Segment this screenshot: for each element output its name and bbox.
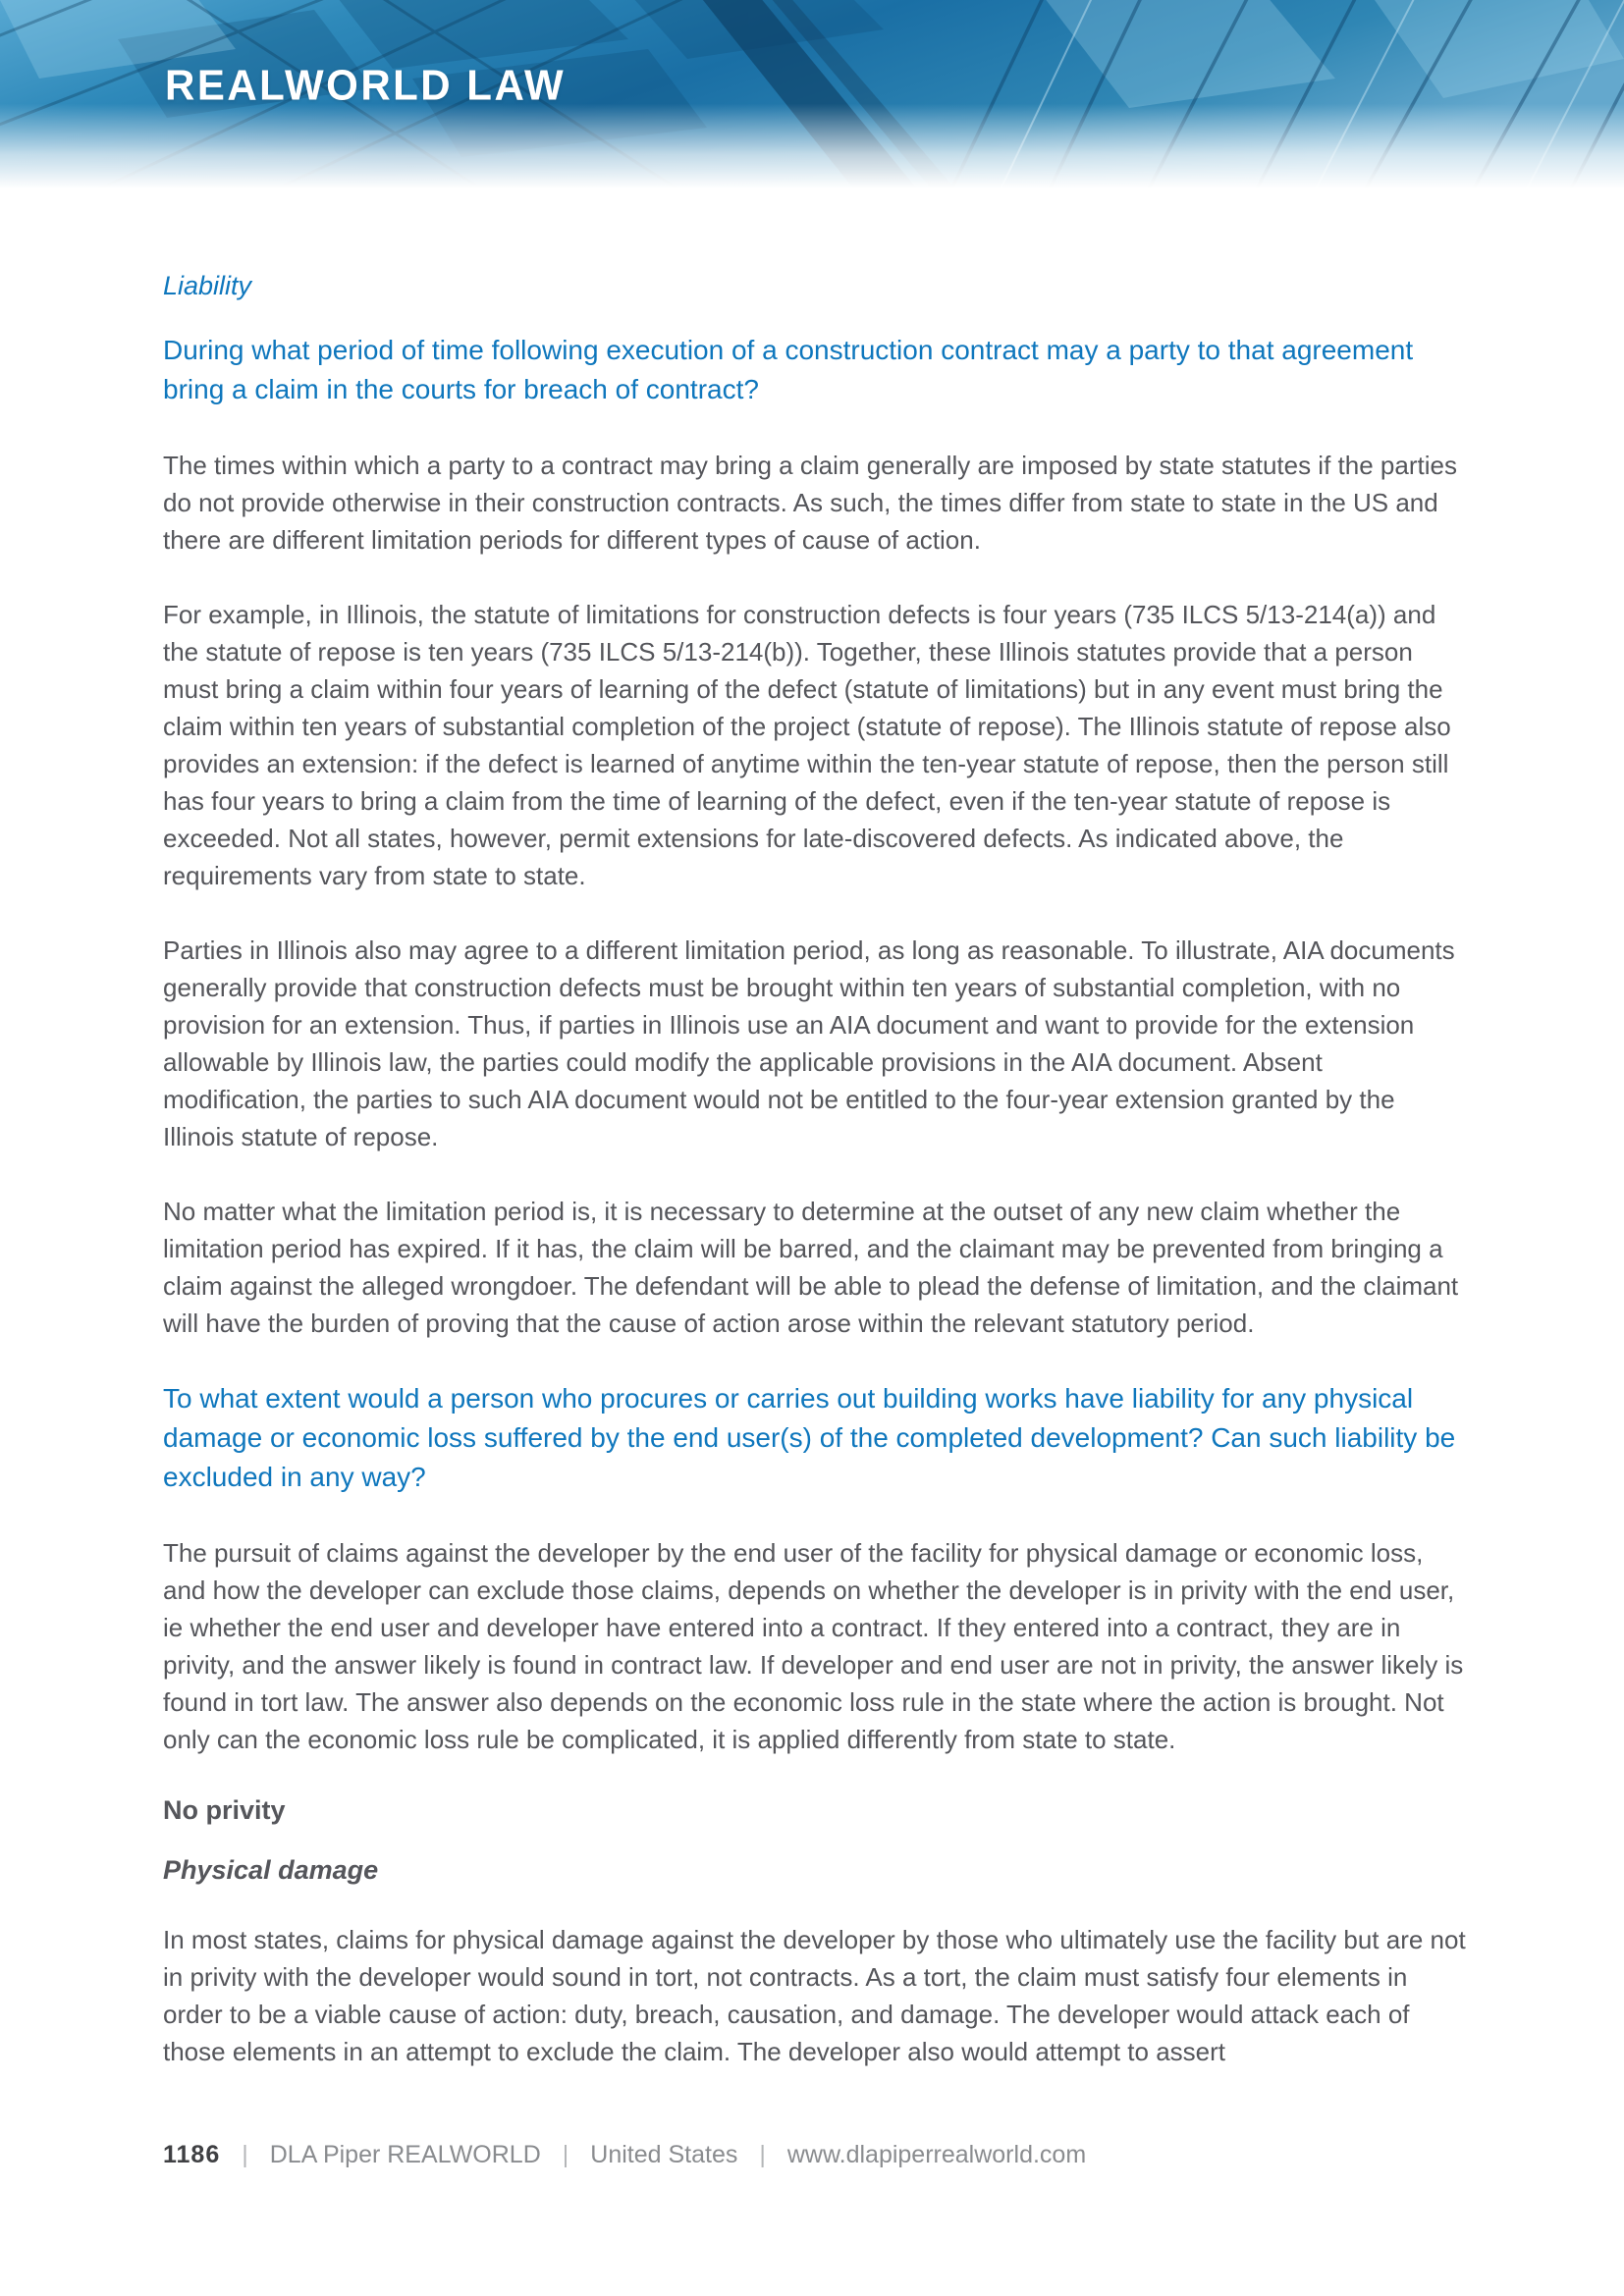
footer-url: www.dlapiperrealworld.com <box>786 2141 1087 2168</box>
subheading-physical-damage: Physical damage <box>163 1855 379 1885</box>
paragraph-3: Parties in Illinois also may agree to a different limitation period, as long as reasonable. To illustrate, AIA documents generally provide that construction defects must be brought within ten years of substantial completion, with no provision for an extension. Thus, if parties in Illinois use an AIA document and want to provide for the extension allowable by Illinois law, the parties could modify the applicable provisions in the AIA document. Absent modification, the parties to such AIA document would not be entitled to the four-year extension granted by the Illinois statute of repose. <box>163 935 1455 1151</box>
page-footer <box>163 2141 1624 2169</box>
brand-title: REALWORLD LAW <box>165 61 567 109</box>
footer-separator: | <box>562 2141 569 2168</box>
paragraph-5: The pursuit of claims against the developer by the end user of the facility for physical damage or economic loss, and how the developer can exclude those claims, depends on whether the developer is in privity with the end user, ie whether the end user and developer have entered into a contract. If they entered into a contract, they are in privity, and the answer likely is found in contract law. If developer and end user are not in privity, the answer likely is found in tort law. The answer also depends on the economic loss rule in the state where the action is brought. Not only can the economic loss rule be complicated, it is applied differently from state to state. <box>163 1538 1464 1754</box>
section-label-liability: Liability <box>163 271 252 300</box>
question-heading-1: During what period of time following execution of a construction contract may a party to that agreement bring a claim in the courts for breach of contract? <box>163 335 1414 404</box>
subheading-no-privity: No privity <box>163 1795 286 1825</box>
footer-separator: | <box>759 2141 766 2168</box>
question-heading-2: To what extent would a person who procures or carries out building works have liability for any physical damage or economic loss suffered by the end user(s) of the completed development? Can such liability be excluded in any way? <box>163 1383 1456 1492</box>
document-body <box>0 188 1467 2070</box>
footer-brand: DLA Piper REALWORLD <box>269 2141 541 2168</box>
paragraph-1: The times within which a party to a contract may bring a claim generally are imposed by state statutes if the parties do not provide otherwise in their construction contracts. As such, the times differ from state to state in the US and there are different limitation periods for different types of cause of action. <box>163 451 1457 555</box>
footer-country: United States <box>590 2141 738 2168</box>
page-number: 1186 <box>163 2141 221 2168</box>
page-header-banner <box>0 0 1624 188</box>
footer-separator: | <box>242 2141 248 2168</box>
paragraph-2: For example, in Illinois, the statute of limitations for construction defects is four years (735 ILCS 5/13-214(a)) and the statute of repose is ten years (735 ILCS 5/13-214(b)). Together, these Illinois statutes provide that a person must bring a claim within four years of learning of the defect (statute of limitations) but in any event must bring the claim within ten years of substantial completion of the project (statute of repose). The Illinois statute of repose also provides an extension: if the defect is learned of anytime within the ten-year statute of repose, then the person still has four years to bring a claim from the time of learning of the defect, even if the ten-year statute of repose is exceeded. Not all states, however, permit extensions for late-discovered defects. As indicated above, the requirements vary from state to state. <box>163 600 1451 890</box>
paragraph-4: No matter what the limitation period is, it is necessary to determine at the outset of any new claim whether the limitation period has expired. If it has, the claim will be barred, and the claimant may be prevented from bringing a claim against the alleged wrongdoer. The defendant will be able to plead the defense of limitation, and the claimant will have the burden of proving that the cause of action arose within the relevant statutory period. <box>163 1197 1459 1338</box>
paragraph-6: In most states, claims for physical damage against the developer by those who ultimately use the facility but are not in privity with the developer would sound in tort, not contracts. As a tort, the claim must satisfy four elements in order to be a viable cause of action: duty, breach, causation, and damage. The developer would attack each of those elements in an attempt to exclude the claim. The developer also would attempt to assert <box>163 1925 1466 2066</box>
